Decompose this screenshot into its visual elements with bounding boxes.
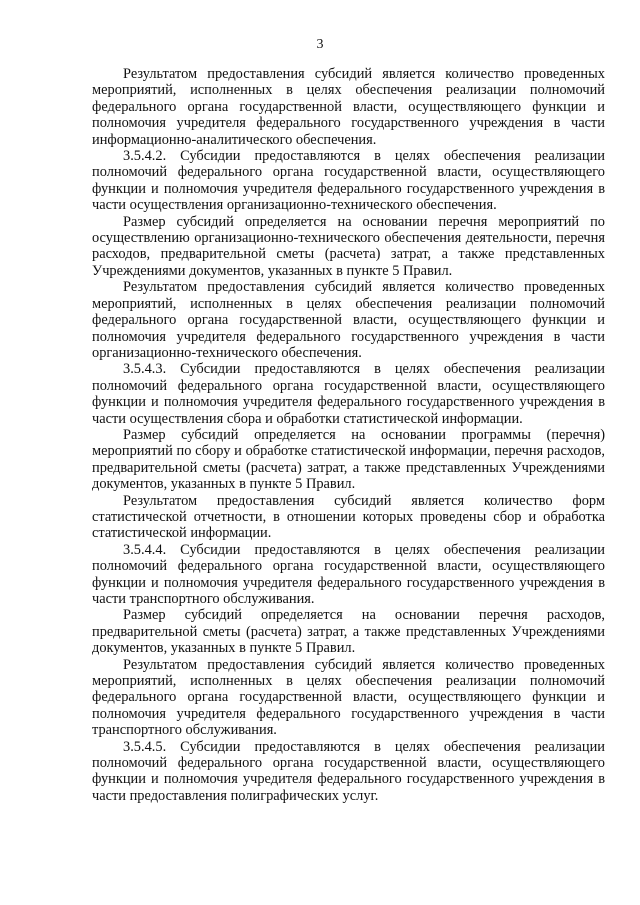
- paragraph-result-org-tech: Результатом предоставления субсидий является количество проведенных мероприятий, исполненных в целях обеспечения реализации полномочий федерального органа государственной власти, осуществляющего функции и полномочия учредителя федерального государственного учреждения в части организационно-технического обеспечения.: [92, 279, 605, 361]
- paragraph-3-5-4-3: 3.5.4.3. Субсидии предоставляются в целях обеспечения реализации полномочий федерального органа государственной власти, осуществляющего функции и полномочия учредителя федерального государственного учреждения в части осуществления сбора и обработки статистической информации.: [92, 361, 605, 427]
- document-body: [92, 66, 605, 804]
- paragraph-result-info-analytic: Результатом предоставления субсидий является количество проведенных мероприятий, исполненных в целях обеспечения реализации полномочий федерального органа государственной власти, осуществляющего функции и полномочия учредителя федерального государственного учреждения в части информационно-аналитического обеспечения.: [92, 66, 605, 148]
- page-number: 3: [316, 37, 324, 52]
- paragraph-3-5-4-5: 3.5.4.5. Субсидии предоставляются в целях обеспечения реализации полномочий федерального органа государственной власти, осуществляющего функции и полномочия учредителя федерального государственного учреждения в части предоставления полиграфических услуг.: [92, 738, 605, 804]
- paragraph-result-transport: Результатом предоставления субсидий является количество проведенных мероприятий, исполненных в целях обеспечения реализации полномочий федерального органа государственной власти, осуществляющего функции и полномочия учредителя федерального государственного учреждения в части транспортного обслуживания.: [92, 656, 605, 739]
- paragraph-3-5-4-4: 3.5.4.4. Субсидии предоставляются в целях обеспечения реализации полномочий федерального органа государственной власти, осуществляющего функции и полномочия учредителя федерального государственного учреждения в части транспортного обслуживания.: [92, 541, 605, 607]
- paragraph-3-5-4-2: 3.5.4.2. Субсидии предоставляются в целях обеспечения реализации полномочий федерального органа государственной власти, осуществляющего функции и полномочия учредителя федерального государственного учреждения в части осуществления организационно-технического обеспечения.: [92, 148, 605, 214]
- paragraph-size-statistics: Размер субсидий определяется на основании программы (перечня) мероприятий по сбору и обработке статистической информации, перечня расходов, предварительной сметы (расчета) затрат, а также представленных Учреждениями документов, указанных в пункте 5 Правил.: [92, 426, 605, 493]
- paragraph-size-transport: Размер субсидий определяется на основании перечня расходов, предварительной сметы (расчета) затрат, а также представленных Учреждениями документов, указанных в пункте 5 Правил.: [92, 607, 605, 657]
- paragraph-size-org-tech: Размер субсидий определяется на основании перечня мероприятий по осуществлению организационно-технического обеспечения деятельности, перечня расходов, предварительной сметы (расчета) затрат, а также представленных Учреждениями документов, указанных в пункте 5 Правил.: [92, 213, 605, 279]
- paragraph-result-statistics: Результатом предоставления субсидий является количество форм статистической отчетности, в отношении которых проведены сбор и обработка статистической информации.: [92, 492, 605, 542]
